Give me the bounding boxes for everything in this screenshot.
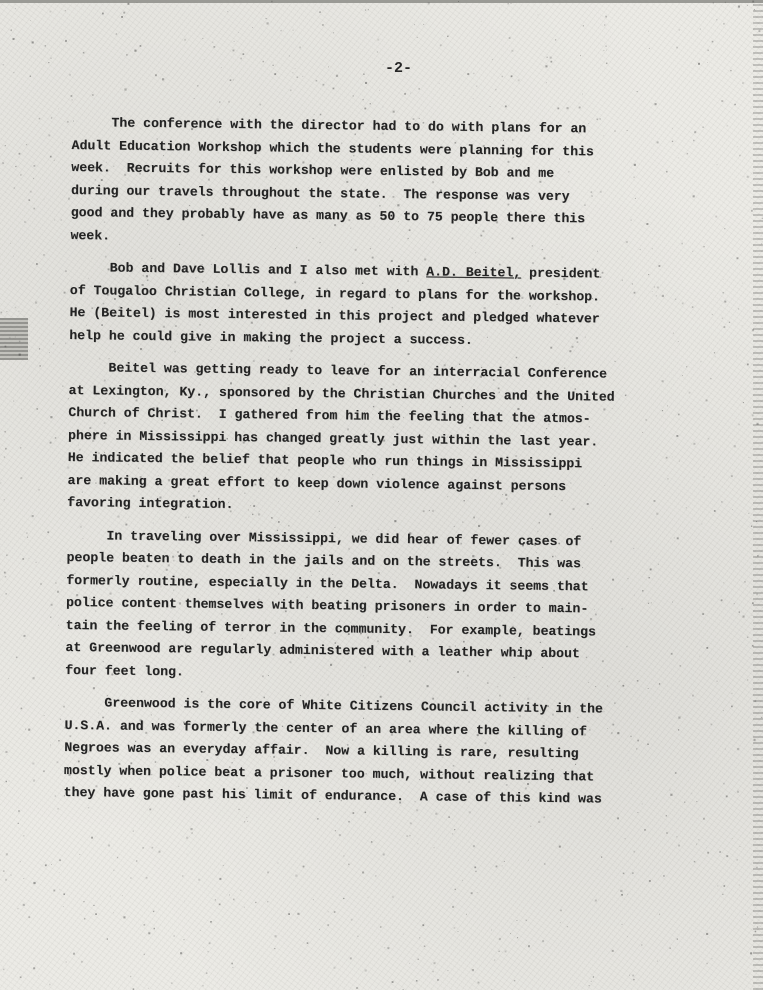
paragraph-1 <box>70 112 712 255</box>
paragraph-4 <box>65 524 707 689</box>
text-line: formerly routine, especially in the Delta. Nowadays it seems that <box>66 572 589 594</box>
text-segment: president <box>521 265 601 282</box>
text-line: week. <box>70 227 111 243</box>
text-line: are making a great effort to keep down violence against persons <box>67 472 567 494</box>
underlined-name: A.D. Beitel, <box>426 264 522 281</box>
text-line: The conference with the director had to do with plans for an <box>71 114 587 137</box>
text-line: U.S.A. and was formerly the center of an area where the killing of <box>64 717 587 739</box>
text-line: week. Recruits for this workshop were enlisted by Bob and me <box>71 159 555 181</box>
text-line: they have gone past his limit of endurance. A case of this kind was <box>63 784 602 807</box>
text-line: favoring integration. <box>67 494 234 513</box>
text-line: Beitel was getting ready to leave for an interracial Conference <box>68 359 608 382</box>
text-line: Adult Education Workshop which the students were planning for this <box>71 137 594 159</box>
text-segment: Bob and Dave Lollis and I also met with <box>70 259 427 280</box>
letter-body <box>64 112 712 812</box>
text-line: at Greenwood are regularly administered with a leather whip about <box>65 639 580 662</box>
text-line: at Lexington, Ky., sponsored by the Christian Churches and the United <box>68 382 615 405</box>
paragraph-5 <box>64 692 705 812</box>
text-line: He indicated the belief that people who run things in Mississippi <box>67 449 583 472</box>
text-line: people beaten to death in the jails and on the streets. This was <box>66 549 582 572</box>
text-line: In traveling over Mississippi, we did hear of fewer cases of <box>66 527 582 549</box>
text-line: mostly when police beat a prisoner too much, without realizing that <box>63 762 595 784</box>
text-line: Negroes was an everyday affair. Now a killing is rare, resulting <box>64 739 579 762</box>
text-line: four feet long. <box>65 662 184 679</box>
text-line: tain the feeling of terror in the community. For example, beatings <box>65 617 597 639</box>
text-line: help he could give in making the project a success. <box>69 327 473 348</box>
paragraph-2 <box>69 257 710 355</box>
text-line: good and they probably have as many as 50 to 75 people there this <box>70 204 586 227</box>
text-line: He (Beitel) is most interested in this project and pledged whatever <box>69 304 600 327</box>
text-line: police content themselves with beating prisoners in order to main- <box>65 594 589 617</box>
page-number: -2- <box>385 60 413 77</box>
text-line: phere in Mississippi has changed greatly just within the last year. <box>67 427 599 449</box>
text-line: Greenwood is the core of White Citizens Council activity in the <box>64 694 603 717</box>
text-line: of Tougaloo Christian College, in regard to plans for the workshop. <box>69 282 601 304</box>
text-line: during our travels throughout the state. The response was very <box>70 182 570 204</box>
text-line: Church of Christ. I gathered from him the feeling that the atmos- <box>68 404 591 427</box>
paragraph-3 <box>67 357 709 522</box>
